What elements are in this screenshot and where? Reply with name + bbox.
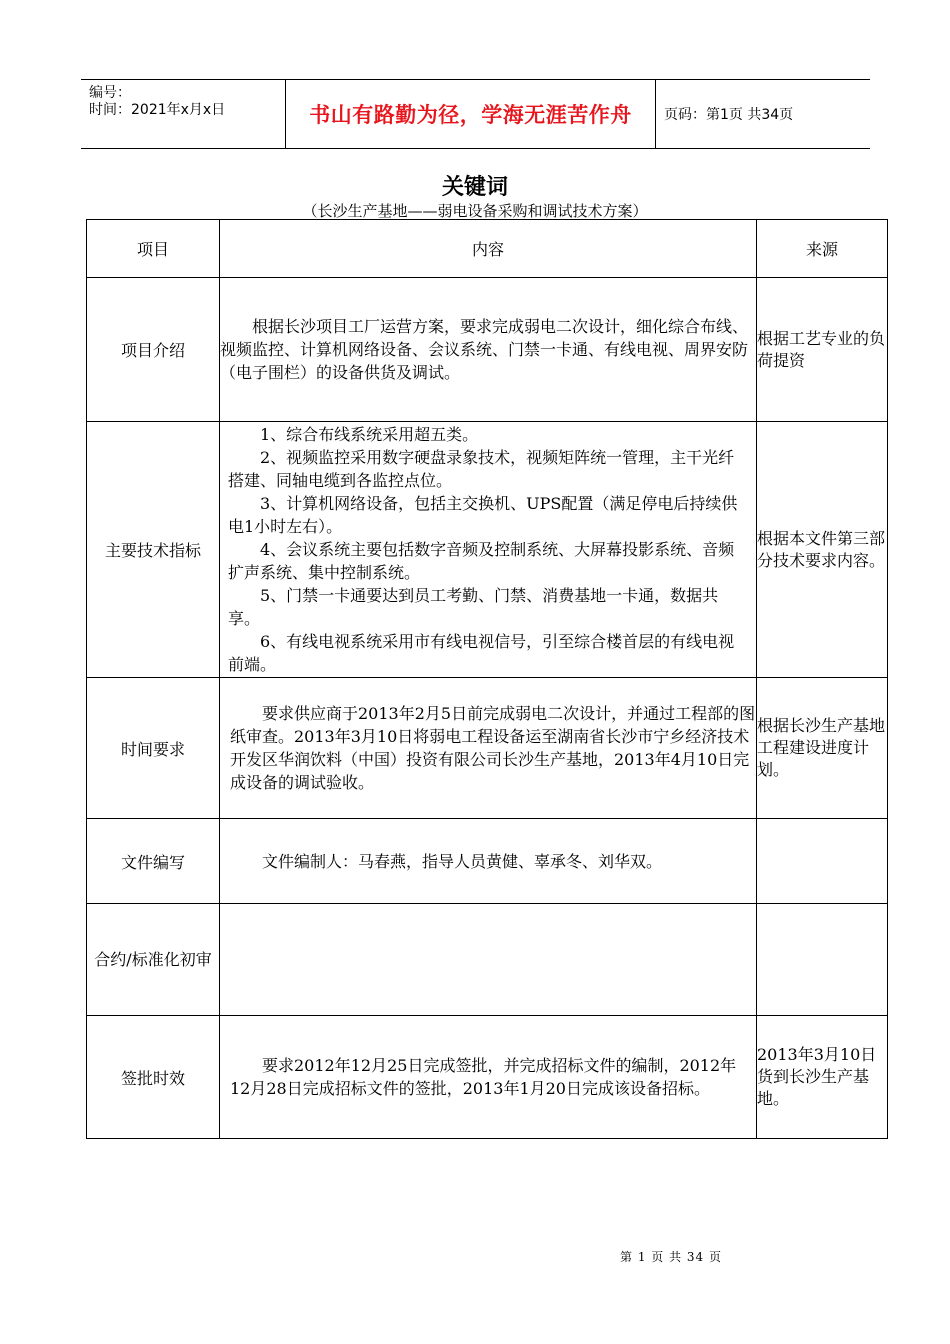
- content-paragraph: 4、会议系统主要包括数字音频及控制系统、大屏幕投影系统、音频扩声系统、集中控制系统。: [228, 540, 735, 582]
- header-cell-item: 项目: [87, 220, 220, 278]
- row-content: [220, 819, 757, 904]
- content-paragraph: 3、计算机网络设备，包括主交换机、UPS配置（满足停电后持续供电1小时左右）。: [228, 494, 738, 536]
- row-content: [220, 1016, 757, 1139]
- row-item: 合约/标准化初审: [87, 904, 220, 1016]
- row-item: 项目介绍: [87, 278, 220, 422]
- table-header-row: [87, 220, 888, 278]
- row-source: [757, 904, 888, 1016]
- page-footer: 第 1 页 共 34 页: [620, 1250, 722, 1264]
- table-row: [87, 678, 888, 819]
- row-source: 根据长沙生产基地工程建设进度计划。: [757, 678, 888, 819]
- content-paragraph: 根据长沙项目工厂运营方案，要求完成弱电二次设计，细化综合布线、视频监控、计算机网络设备、会议系统、门禁一卡通、有线电视、周界安防（电子围栏）的设备供货及调试。: [220, 317, 749, 382]
- header-motto: 书山有路勤为径，学海无涯苦作舟: [285, 80, 656, 148]
- row-content: [220, 678, 757, 819]
- table-row: [87, 1016, 888, 1139]
- header-page-label: 页码：第1页 共34页: [664, 107, 794, 123]
- content-paragraph: 5、门禁一卡通要达到员工考勤、门禁、消费基地一卡通，数据共享。: [228, 586, 719, 628]
- row-source: 根据工艺专业的负荷提资: [757, 278, 888, 422]
- row-item: 时间要求: [87, 678, 220, 819]
- header-cell-source: 来源: [757, 220, 888, 278]
- content-paragraph: 1、综合布线系统采用超五类。: [260, 425, 479, 444]
- document-title: 关键词: [441, 175, 508, 200]
- row-source: 2013年3月10日货到长沙生产基地。: [757, 1016, 888, 1139]
- row-source: 根据本文件第三部分技术要求内容。: [757, 422, 888, 678]
- header-cell-content: 内容: [220, 220, 757, 278]
- keyword-table: [86, 219, 888, 1139]
- content-paragraph: 2、视频监控采用数字硬盘录象技术，视频矩阵统一管理，主干光纤搭建、同轴电缆到各监控点位。: [228, 448, 735, 490]
- row-content: [220, 278, 757, 422]
- row-item: 签批时效: [87, 1016, 220, 1139]
- row-item: 主要技术指标: [87, 422, 220, 678]
- header-meta: [89, 85, 279, 119]
- number-label: 编号：: [89, 85, 131, 101]
- table-row: [87, 422, 888, 678]
- row-source: [757, 819, 888, 904]
- row-content: [220, 422, 757, 678]
- row-content: [220, 904, 757, 1016]
- date-label: 时间：2021年x月x日: [89, 102, 226, 118]
- table-row: [87, 819, 888, 904]
- content-paragraph: 文件编制人：马春燕，指导人员黄健、辜承冬、刘华双。: [262, 851, 663, 871]
- document-subtitle: （长沙生产基地——弱电设备采购和调试技术方案）: [302, 202, 648, 220]
- content-paragraph: 要求2012年12月25日完成签批，并完成招标文件的编制，2012年12月28日完成招标文件的签批，2013年1月20日完成该设备招标。: [230, 1056, 737, 1098]
- row-item: 文件编写: [87, 819, 220, 904]
- table-row: [87, 904, 888, 1016]
- content-paragraph: 6、有线电视系统采用市有线电视信号，引至综合楼首层的有线电视前端。: [228, 632, 735, 674]
- table-row: [87, 278, 888, 422]
- content-paragraph: 要求供应商于2013年2月5日前完成弱电二次设计，并通过工程部的图纸审查。2013年3月10日将弱电工程设备运至湖南省长沙市宁乡经济技术开发区华润饮料（中国）投资有限公司长沙生产基地，2013年4月10日完成设备的调试验收。: [230, 704, 756, 792]
- page-header: [81, 79, 870, 149]
